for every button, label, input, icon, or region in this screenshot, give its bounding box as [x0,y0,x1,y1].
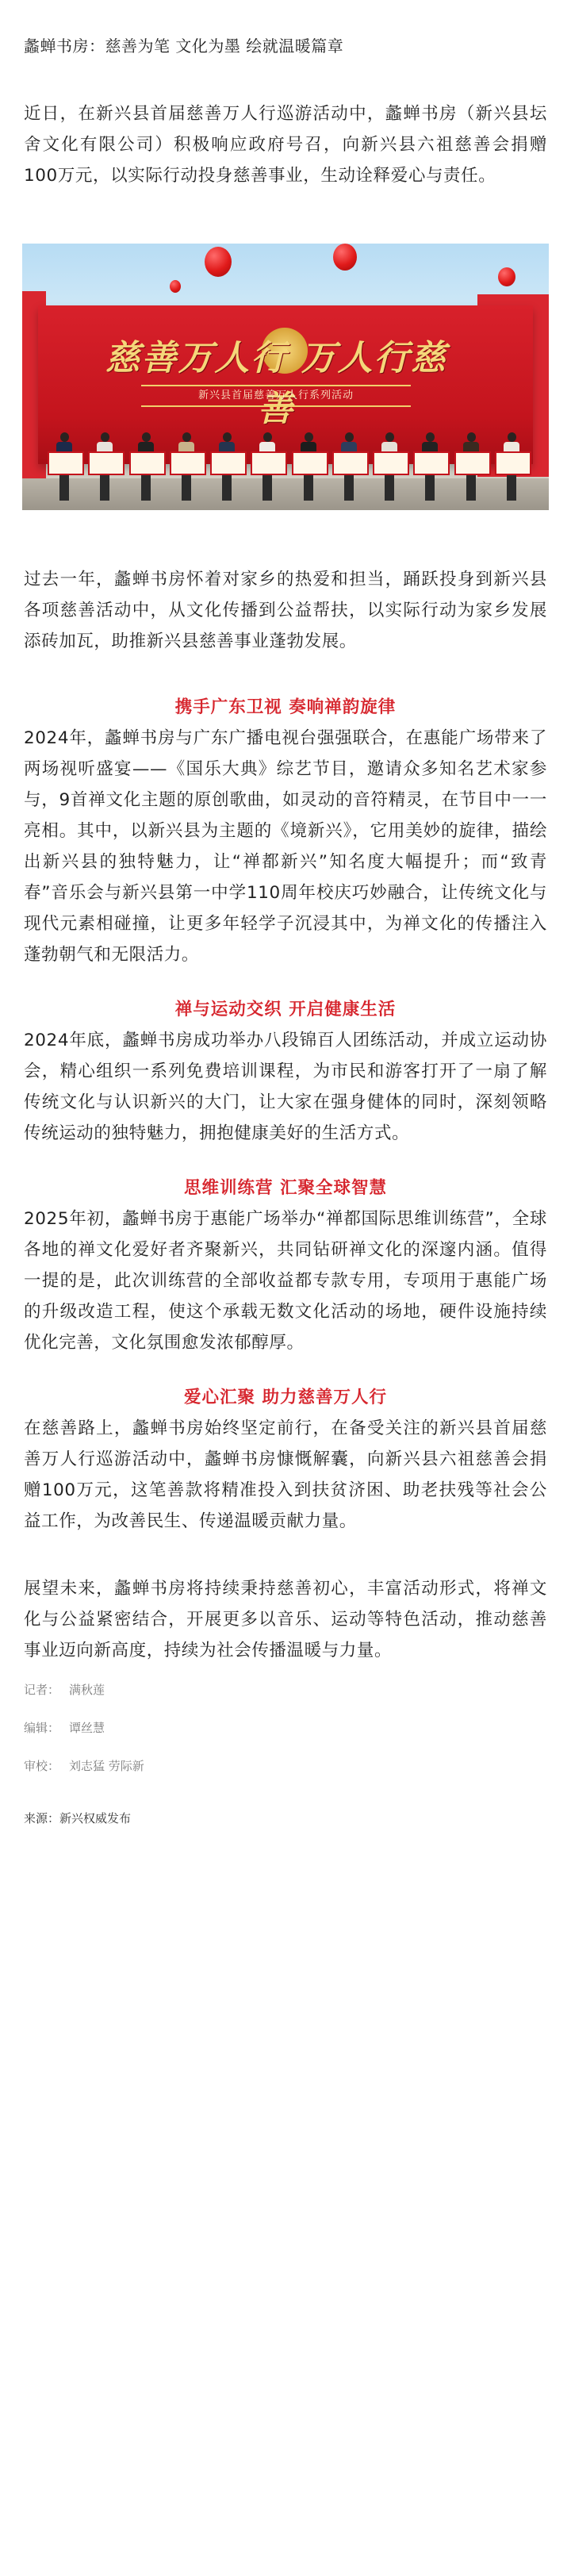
people-row [54,428,522,501]
person-figure [420,432,440,501]
balloon-image [170,280,181,293]
credit-line [24,1671,547,1709]
section-body: 2024年底，蠡蝉书房成功举办八段锦百人团练活动，并成立运动协会，精心组织一系列免费培训课程，为市民和游客打开了一扇了解传统文化与认识新兴的大门，让大家在强身健体的同时，深刻领略传统运动的独特魅力，拥抱健康美好的生活方式。 [24,1031,547,1143]
section-body: 2025年初，蠡蝉书房于惠能广场举办“禅都国际思维训练营”，全球各地的禅文化爱好者齐聚新兴，共同钻研禅文化的深邃内涵。值得一提的是，此次训练营的全部收益都专款专用，专项用于惠能广场的升级改造工程，使这个承载无数文化活动的场地，硬件设施持续优化完善，文化氛围愈发浓郁醇厚。 [24,1209,547,1353]
banner-main-text: 慈善万人行 万人行慈善 [105,338,447,429]
section-heading: 思维训练营 汇聚全球智慧 [184,1178,387,1198]
event-photo [22,244,549,510]
credit-value: 满秋莲 [69,1683,105,1697]
section-heading: 携手广东卫视 奏响禅韵旋律 [174,697,397,717]
person-figure [339,432,359,501]
section-heading: 禅与运动交织 开启健康生活 [174,1000,397,1019]
person-figure [379,432,400,501]
person-figure [136,432,156,501]
person-figure [54,432,75,501]
intro-paragraph: 近日，在新兴县首届慈善万人行巡游活动中，蠡蝉书房（新兴县坛舍文化有限公司）积极响应政府号召，向新兴县六祖慈善会捐赠100万元，以实际行动投身慈善事业，生动诠释爱心与责任。 [24,104,547,186]
person-figure [257,432,278,501]
credit-value: 刘志猛 劳际新 [69,1759,144,1773]
closing-paragraph: 展望未来，蠡蝉书房将持续秉持慈善初心，丰富活动形式，将禅文化与公益紧密结合，开展更多以音乐、运动等特色活动，推动慈善事业迈向新高度，持续为社会传播温暖与力量。 [24,1579,547,1660]
banner-sub-text: 新兴县首届慈善万人行系列活动 [141,385,411,407]
source-line: 来源：新兴权威发布 [24,1811,132,1825]
person-figure [217,432,237,501]
credit-value: 谭丝慧 [69,1721,105,1735]
balloon-image [333,244,357,271]
credit-label: 记者： [24,1683,60,1697]
section-body: 在慈善路上，蠡蝉书房始终坚定前行，在备受关注的新兴县首届慈善万人行巡游活动中，蠡蝉书房慷慨解囊，向新兴县六祖慈善会捐赠100万元，这笔善款将精准投入到扶贫济困、助老扶残等社会公益工作，为改善民生、传递温暖贡献力量。 [24,1419,547,1531]
person-figure [501,432,522,501]
credits [0,1671,571,1785]
section-heading: 爱心汇聚 助力慈善万人行 [184,1388,387,1407]
section-body: 2024年，蠡蝉书房与广东广播电视台强强联合，在惠能广场带来了两场视听盛宴——《国乐大典》综艺节目，邀请众多知名艺术家参与，9首禅文化主题的原创歌曲，如灵动的音符精灵，在节目中一一亮相。其中，以新兴县为主题的《境新兴》，它用美妙的旋律，描绘出新兴县的独特魅力，让“禅都新兴”知名度大幅提升；而“致青春”音乐会与新兴县第一中学110周年校庆巧妙融合，让传统文化与现代元素相碰撞，让更多年轻学子沉浸其中，为禅文化的传播注入蓬勃朝气和无限活力。 [24,728,547,965]
balloon-image [205,247,232,277]
balloon-image [498,267,515,286]
article-title: 蠡蝉书房：慈善为笔 文化为墨 绘就温暖篇章 [24,36,344,56]
overview-paragraph: 过去一年，蠡蝉书房怀着对家乡的热爱和担当，踊跃投身到新兴县各项慈善活动中，从文化传播到公益帮扶，以实际行动为家乡发展添砖加瓦，助推新兴县慈善事业蓬勃发展。 [24,570,547,651]
person-figure [94,432,115,501]
person-figure [461,432,481,501]
credit-label: 编辑： [24,1721,60,1735]
person-figure [176,432,197,501]
credit-line [24,1709,547,1747]
credit-label: 审校： [24,1759,60,1773]
credit-line [24,1747,547,1785]
person-figure [298,432,319,501]
